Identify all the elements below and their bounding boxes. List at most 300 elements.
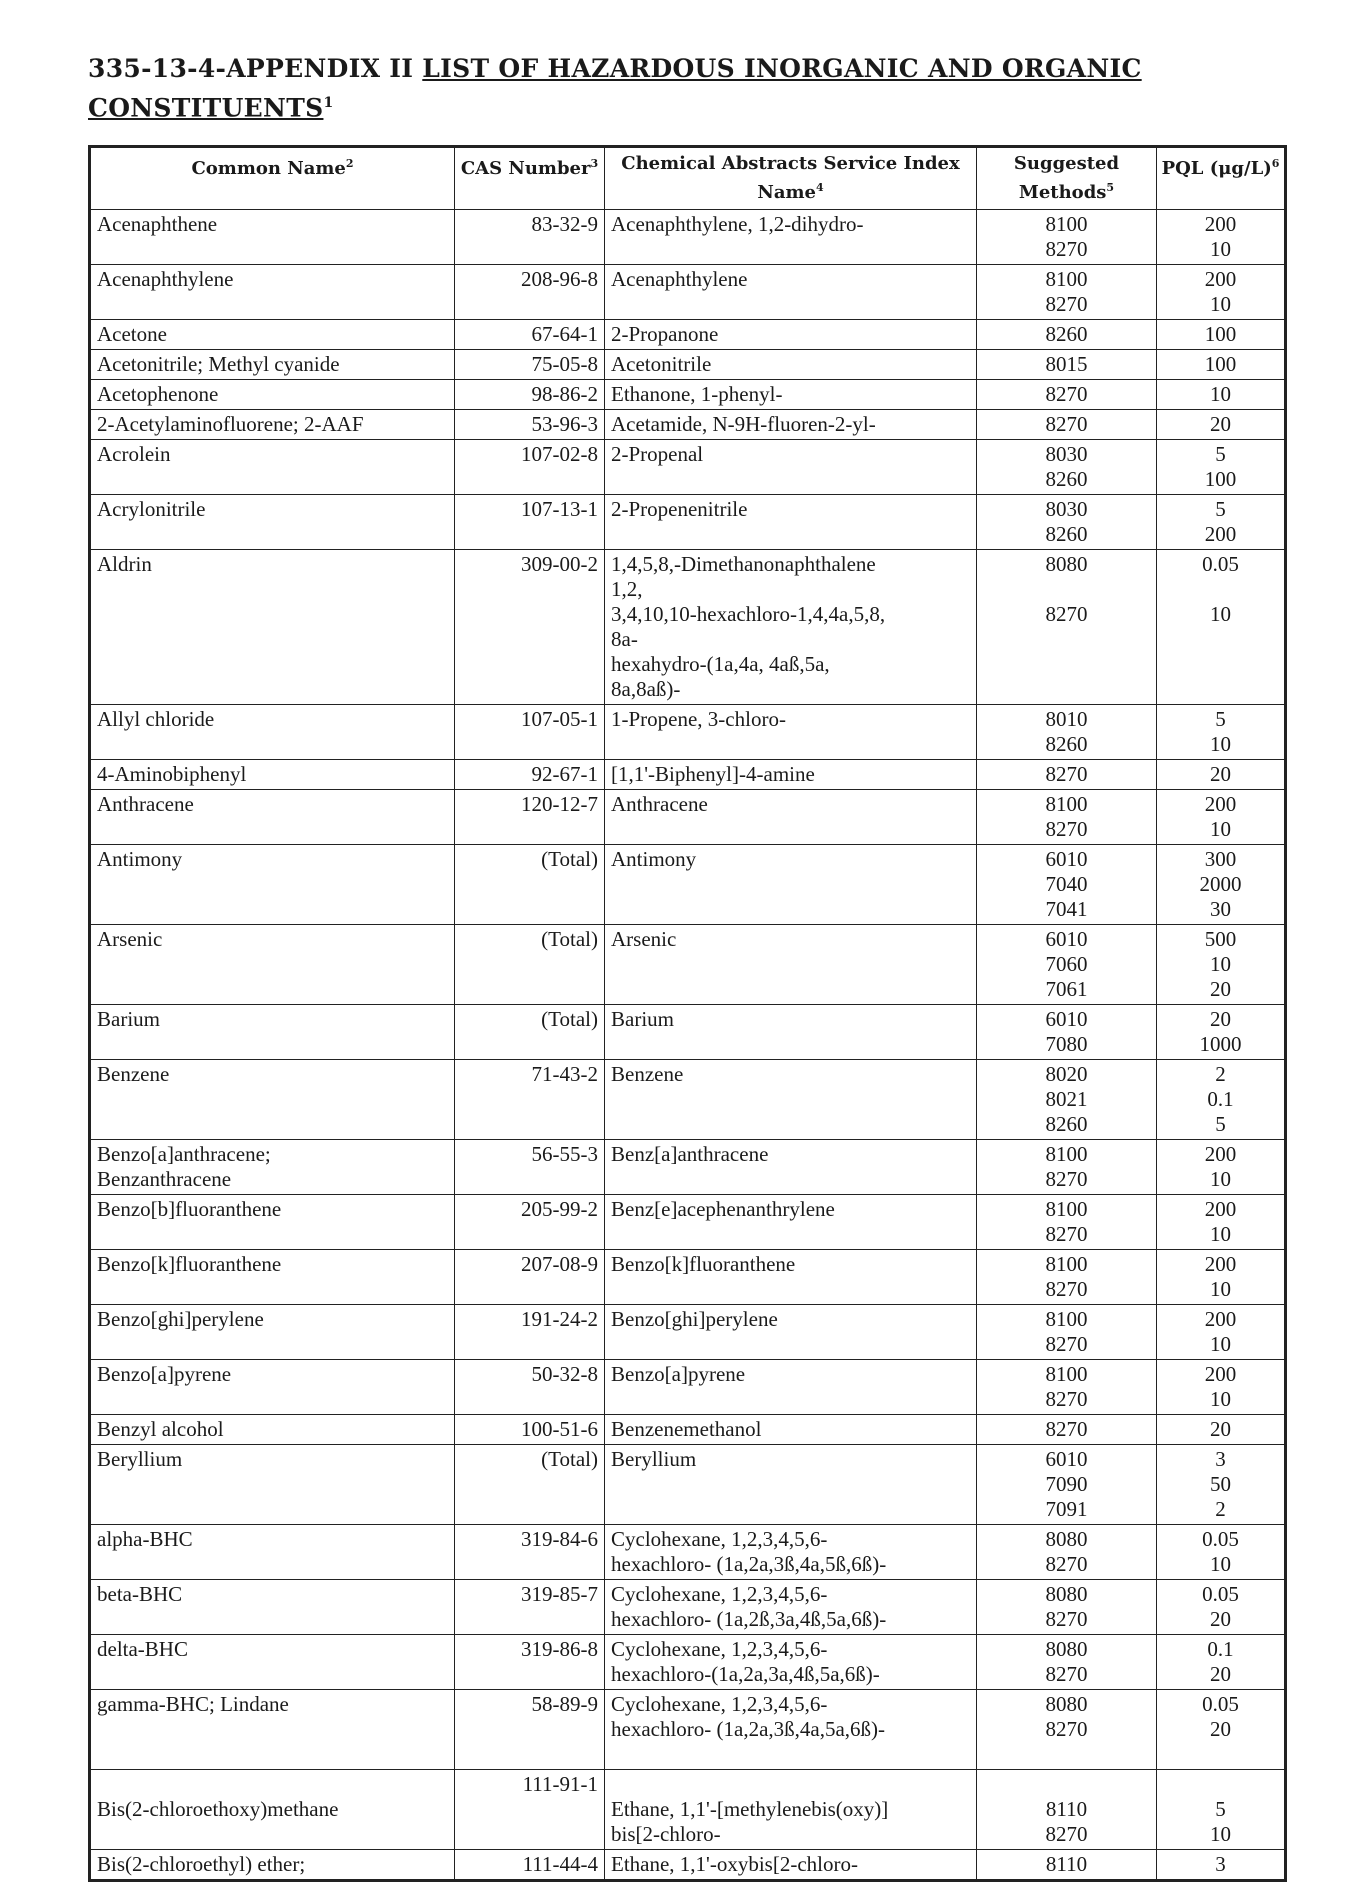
methods-line: 8110 xyxy=(1045,1797,1088,1821)
table-row xyxy=(90,320,1286,350)
table-row xyxy=(90,1005,1286,1060)
pql-line: 2000 xyxy=(1199,872,1242,896)
pql-line xyxy=(1163,1742,1278,1767)
methods-cell xyxy=(977,705,1157,760)
common-name-line: Acrolein xyxy=(97,442,171,466)
methods-line: 8030 xyxy=(1045,442,1088,466)
pql-line: 200 xyxy=(1204,1362,1237,1386)
index-name-line: Antimony xyxy=(611,847,697,871)
common-name-line: Arsenic xyxy=(97,927,163,951)
cas-number-cell xyxy=(455,440,605,495)
table-row xyxy=(90,1525,1286,1580)
index-name-line: Benzo[a]pyrene xyxy=(611,1362,746,1386)
index-name-line: Cyclohexane, 1,2,3,4,5,6- xyxy=(611,1582,828,1606)
cas-number-text: 100-51-6 xyxy=(521,1417,598,1441)
common-name-line: Benzo[a]pyrene xyxy=(97,1362,232,1386)
cas-number-text: 53-96-3 xyxy=(531,412,598,436)
index-name-line: hexahydro-(1a,4a, 4aß,5a, xyxy=(611,652,830,676)
pql-cell xyxy=(1157,705,1286,760)
methods-line: 8100 xyxy=(1045,1197,1088,1221)
methods-cell xyxy=(977,380,1157,410)
common-name-line xyxy=(97,1772,448,1797)
index-name-cell xyxy=(605,1415,977,1445)
common-name-cell xyxy=(90,1250,455,1305)
index-name-cell xyxy=(605,1060,977,1140)
common-name-cell xyxy=(90,1415,455,1445)
cas-number-text: (Total) xyxy=(541,927,598,951)
cas-number-text: 107-02-8 xyxy=(521,442,598,466)
index-name-cell xyxy=(605,760,977,790)
pql-line: 0.05 xyxy=(1202,1692,1239,1716)
methods-cell xyxy=(977,1850,1157,1881)
cas-number-text: (Total) xyxy=(541,1447,598,1471)
methods-line: 8260 xyxy=(1045,322,1088,346)
pql-line: 20 xyxy=(1210,1607,1231,1631)
cas-number-text: (Total) xyxy=(541,1007,598,1031)
methods-line: 8110 xyxy=(1045,1852,1088,1876)
table-row xyxy=(90,1635,1286,1690)
cas-number-text: 191-24-2 xyxy=(521,1307,598,1331)
methods-cell xyxy=(977,410,1157,440)
pql-line: 10 xyxy=(1210,1332,1231,1356)
cas-number-cell xyxy=(455,410,605,440)
pql-line: 10 xyxy=(1210,952,1231,976)
methods-line: 8010 xyxy=(1045,707,1088,731)
methods-line: 6010 xyxy=(1045,1007,1088,1031)
methods-line: 8270 xyxy=(1045,1167,1088,1191)
pql-line: 10 xyxy=(1210,602,1231,626)
cas-number-cell xyxy=(455,705,605,760)
index-name-line: 2-Propenenitrile xyxy=(611,497,748,521)
common-name-cell xyxy=(90,925,455,1005)
methods-line: 8270 xyxy=(1045,1822,1088,1846)
pql-line: 200 xyxy=(1204,267,1237,291)
index-name-line: Benzo[ghi]perylene xyxy=(611,1307,778,1331)
header-pql: PQL $(\mu g/L)^6$ xyxy=(1157,147,1286,210)
table-header-row xyxy=(90,147,1286,210)
index-name-line: Acenaphthylene xyxy=(611,267,748,291)
common-name-cell xyxy=(90,1580,455,1635)
index-name-line xyxy=(611,1772,970,1797)
methods-line: 8260 xyxy=(1045,522,1088,546)
pql-cell xyxy=(1157,1525,1286,1580)
index-name-cell xyxy=(605,845,977,925)
methods-cell xyxy=(977,1305,1157,1360)
common-name-cell xyxy=(90,1360,455,1415)
table-row xyxy=(90,1360,1286,1415)
page-title xyxy=(88,52,1268,125)
table-row xyxy=(90,1415,1286,1445)
common-name-cell xyxy=(90,760,455,790)
methods-line: 8100 xyxy=(1045,792,1088,816)
pql-cell xyxy=(1157,760,1286,790)
methods-cell xyxy=(977,1195,1157,1250)
table-row xyxy=(90,1690,1286,1770)
common-name-line: Benzyl alcohol xyxy=(97,1417,224,1441)
common-name-line: Acenaphthylene xyxy=(97,267,234,291)
common-name-cell xyxy=(90,1525,455,1580)
index-name-line: Ethane, 1,1'-oxybis[2-chloro- xyxy=(611,1852,858,1876)
index-name-line: bis[2-chloro- xyxy=(611,1822,721,1846)
pql-cell xyxy=(1157,845,1286,925)
pql-cell xyxy=(1157,1060,1286,1140)
methods-cell xyxy=(977,265,1157,320)
methods-line: 8270 xyxy=(1045,412,1088,436)
cas-number-text: 111-44-4 xyxy=(522,1852,598,1876)
pql-line: 3 xyxy=(1215,1447,1226,1471)
methods-line: 8100 xyxy=(1045,1142,1088,1166)
header-suggested-methods: Suggested Methods$^5$ xyxy=(977,147,1157,210)
methods-line: 8080 xyxy=(1045,1637,1088,1661)
index-name-line: 1-Propene, 3-chloro- xyxy=(611,707,786,731)
pql-line: 20 xyxy=(1210,762,1231,786)
cas-number-text: 319-84-6 xyxy=(521,1527,598,1551)
common-name-cell xyxy=(90,410,455,440)
methods-line: 8270 xyxy=(1045,1417,1088,1441)
index-name-line: Benzenemethanol xyxy=(611,1417,762,1441)
table-row xyxy=(90,1140,1286,1195)
pql-cell xyxy=(1157,210,1286,265)
common-name-line: 4-Aminobiphenyl xyxy=(97,762,247,786)
pql-line: 0.05 xyxy=(1202,1527,1239,1551)
index-name-line: Cyclohexane, 1,2,3,4,5,6- xyxy=(611,1637,828,1661)
pql-line: 5 xyxy=(1215,497,1226,521)
index-name-line: [1,1'-Biphenyl]-4-amine xyxy=(611,762,815,786)
common-name-line: Benzene xyxy=(97,1062,170,1086)
pql-line: 50 xyxy=(1210,1472,1231,1496)
cas-number-cell xyxy=(455,1250,605,1305)
table-row xyxy=(90,1060,1286,1140)
pql-line: 10 xyxy=(1210,1387,1231,1411)
pql-cell xyxy=(1157,1140,1286,1195)
table-row xyxy=(90,845,1286,925)
methods-line: 8270 xyxy=(1045,762,1088,786)
pql-line: 20 xyxy=(1210,1007,1231,1031)
common-name-line: 2-Acetylaminofluorene; 2-AAF xyxy=(97,412,364,436)
index-name-cell xyxy=(605,1525,977,1580)
methods-line: 7091 xyxy=(1045,1497,1088,1521)
index-name-line: hexachloro- (1a,2a,3ß,4a,5a,6ß)- xyxy=(611,1717,886,1741)
common-name-cell xyxy=(90,1690,455,1770)
cas-number-cell xyxy=(455,790,605,845)
cas-number-text: 309-00-2 xyxy=(521,552,598,576)
pql-cell xyxy=(1157,265,1286,320)
methods-line: 8021 xyxy=(1045,1087,1088,1111)
index-name-cell xyxy=(605,550,977,705)
index-name-line: Benzene xyxy=(611,1062,684,1086)
pql-line: 20 xyxy=(1210,412,1231,436)
pql-line: 0.05 xyxy=(1202,552,1239,576)
pql-cell xyxy=(1157,550,1286,705)
methods-cell xyxy=(977,1415,1157,1445)
index-name-cell xyxy=(605,440,977,495)
pql-line: 200 xyxy=(1204,212,1237,236)
index-name-line: Acetonitrile xyxy=(611,352,712,376)
pql-line: 200 xyxy=(1204,1252,1237,1276)
cas-number-cell xyxy=(455,1525,605,1580)
index-name-cell xyxy=(605,1360,977,1415)
common-name-line: Acetone xyxy=(97,322,167,346)
pql-line: 20 xyxy=(1210,1417,1231,1441)
pql-line: 10 xyxy=(1210,1552,1231,1576)
common-name-line: Antimony xyxy=(97,847,183,871)
table-row xyxy=(90,760,1286,790)
pql-line: 10 xyxy=(1210,817,1231,841)
common-name-cell xyxy=(90,1060,455,1140)
methods-line: 8270 xyxy=(1045,237,1088,261)
pql-line: 10 xyxy=(1210,292,1231,316)
pql-line: 5 xyxy=(1215,1112,1226,1136)
methods-line xyxy=(983,577,1150,602)
index-name-line: Arsenic xyxy=(611,927,677,951)
cas-number-cell xyxy=(455,1770,605,1850)
methods-cell xyxy=(977,1525,1157,1580)
methods-line: 6010 xyxy=(1045,927,1088,951)
methods-cell xyxy=(977,1445,1157,1525)
cas-number-text: 208-96-8 xyxy=(521,267,598,291)
pql-line xyxy=(1163,1772,1278,1797)
pql-cell xyxy=(1157,1690,1286,1770)
common-name-line: Acetonitrile; Methyl cyanide xyxy=(97,352,340,376)
methods-line: 8260 xyxy=(1045,467,1088,491)
pql-line: 5 xyxy=(1215,1797,1226,1821)
index-name-line: 8a,8aß)- xyxy=(611,677,681,701)
pql-line: 20 xyxy=(1210,1717,1231,1741)
methods-line: 8260 xyxy=(1045,732,1088,756)
pql-line: 10 xyxy=(1210,382,1231,406)
common-name-cell xyxy=(90,705,455,760)
pql-line: 300 xyxy=(1204,847,1237,871)
title-main: LIST OF HAZARDOUS INORGANIC AND ORGANIC CONSTITUENTS xyxy=(88,54,1142,123)
methods-line: 8270 xyxy=(1045,1717,1088,1741)
common-name-line: Benzo[b]fluoranthene xyxy=(97,1197,282,1221)
index-name-cell xyxy=(605,1140,977,1195)
index-name-line: Acenaphthylene, 1,2-dihydro- xyxy=(611,212,864,236)
index-name-cell xyxy=(605,1850,977,1881)
index-name-cell xyxy=(605,1005,977,1060)
common-name-line: Benzo[k]fluoranthene xyxy=(97,1252,282,1276)
methods-line: 8270 xyxy=(1045,817,1088,841)
table-row xyxy=(90,790,1286,845)
index-name-line: Benz[e]acephenanthrylene xyxy=(611,1197,835,1221)
pql-line: 3 xyxy=(1215,1852,1226,1876)
methods-line: 8020 xyxy=(1045,1062,1088,1086)
methods-line: 8080 xyxy=(1045,1582,1088,1606)
pql-line: 200 xyxy=(1204,792,1237,816)
cas-number-cell xyxy=(455,845,605,925)
pql-line: 20 xyxy=(1210,977,1231,1001)
index-name-line: 2-Propanone xyxy=(611,322,719,346)
common-name-line: beta-BHC xyxy=(97,1582,183,1606)
cas-number-cell xyxy=(455,1005,605,1060)
methods-line: 8270 xyxy=(1045,1277,1088,1301)
methods-cell xyxy=(977,1580,1157,1635)
index-name-line: Benzo[k]fluoranthene xyxy=(611,1252,796,1276)
cas-number-cell xyxy=(455,1850,605,1881)
index-name-cell xyxy=(605,790,977,845)
table-row xyxy=(90,1445,1286,1525)
methods-line: 8080 xyxy=(1045,1527,1088,1551)
index-name-cell xyxy=(605,705,977,760)
table-row xyxy=(90,210,1286,265)
cas-number-cell xyxy=(455,1415,605,1445)
index-name-line: Cyclohexane, 1,2,3,4,5,6- xyxy=(611,1692,828,1716)
cas-number-text: 319-86-8 xyxy=(521,1637,598,1661)
pql-line: 10 xyxy=(1210,1277,1231,1301)
methods-cell xyxy=(977,1005,1157,1060)
table-row xyxy=(90,495,1286,550)
common-name-cell xyxy=(90,1140,455,1195)
methods-line xyxy=(983,1742,1150,1767)
common-name-line: Acrylonitrile xyxy=(97,497,206,521)
index-name-cell xyxy=(605,350,977,380)
table-row xyxy=(90,1305,1286,1360)
methods-cell xyxy=(977,845,1157,925)
methods-cell xyxy=(977,1060,1157,1140)
index-name-line: Barium xyxy=(611,1007,674,1031)
cas-number-cell xyxy=(455,760,605,790)
pql-cell xyxy=(1157,1770,1286,1850)
table-row xyxy=(90,350,1286,380)
index-name-cell xyxy=(605,1445,977,1525)
cas-number-cell xyxy=(455,1635,605,1690)
index-name-cell xyxy=(605,1690,977,1770)
pql-cell xyxy=(1157,1415,1286,1445)
index-name-cell xyxy=(605,1195,977,1250)
common-name-cell xyxy=(90,1005,455,1060)
common-name-cell xyxy=(90,265,455,320)
index-name-line: Cyclohexane, 1,2,3,4,5,6- xyxy=(611,1527,828,1551)
cas-number-cell xyxy=(455,1690,605,1770)
common-name-cell xyxy=(90,380,455,410)
common-name-cell xyxy=(90,550,455,705)
methods-cell xyxy=(977,550,1157,705)
cas-number-text: 120-12-7 xyxy=(521,792,598,816)
cas-number-cell xyxy=(455,210,605,265)
pql-line xyxy=(1163,577,1278,602)
pql-line: 10 xyxy=(1210,732,1231,756)
index-name-cell xyxy=(605,495,977,550)
pql-line: 200 xyxy=(1204,522,1237,546)
common-name-line: Bis(2-chloroethoxy)methane xyxy=(97,1797,339,1821)
pql-line: 0.05 xyxy=(1202,1582,1239,1606)
common-name-line: gamma-BHC; Lindane xyxy=(97,1692,289,1716)
index-name-line: Acetamide, N-9H-fluoren-2-yl- xyxy=(611,412,876,436)
cas-number-text: 56-55-3 xyxy=(531,1142,598,1166)
index-name-cell xyxy=(605,265,977,320)
methods-line: 8100 xyxy=(1045,267,1088,291)
pql-cell xyxy=(1157,380,1286,410)
cas-number-text: 98-86-2 xyxy=(531,382,598,406)
common-name-cell xyxy=(90,320,455,350)
common-name-cell xyxy=(90,1850,455,1881)
index-name-line: 1,4,5,8,-Dimethanonaphthalene xyxy=(611,552,876,576)
cas-number-text: 71-43-2 xyxy=(531,1062,598,1086)
methods-line: 8100 xyxy=(1045,1307,1088,1331)
methods-line: 7061 xyxy=(1045,977,1088,1001)
pql-cell xyxy=(1157,350,1286,380)
pql-line: 5 xyxy=(1215,707,1226,731)
common-name-cell xyxy=(90,790,455,845)
common-name-cell xyxy=(90,1195,455,1250)
table-row xyxy=(90,705,1286,760)
pql-line: 10 xyxy=(1210,237,1231,261)
cas-number-cell xyxy=(455,320,605,350)
cas-number-text: 107-05-1 xyxy=(521,707,598,731)
methods-line: 8100 xyxy=(1045,212,1088,236)
methods-line: 8270 xyxy=(1045,1552,1088,1576)
methods-cell xyxy=(977,1140,1157,1195)
header-common-name: Common Name$^2$ xyxy=(90,147,455,210)
pql-line: 0.1 xyxy=(1207,1087,1234,1111)
index-name-line: 2-Propenal xyxy=(611,442,704,466)
cas-number-cell xyxy=(455,925,605,1005)
common-name-cell xyxy=(90,495,455,550)
cas-number-cell xyxy=(455,350,605,380)
cas-number-cell xyxy=(455,1140,605,1195)
pql-line: 2 xyxy=(1215,1497,1226,1521)
pql-line: 10 xyxy=(1210,1222,1231,1246)
title-prefix: 335-13-4-APPENDIX II xyxy=(88,54,414,83)
index-name-line: hexachloro- (1a,2ß,3a,4ß,5a,6ß)- xyxy=(611,1607,887,1631)
index-name-line: hexachloro- (1a,2a,3ß,4a,5ß,6ß)- xyxy=(611,1552,887,1576)
table-row xyxy=(90,1580,1286,1635)
cas-number-text: 111-91-1 xyxy=(522,1772,598,1796)
methods-cell xyxy=(977,1770,1157,1850)
methods-line: 7041 xyxy=(1045,897,1088,921)
common-name-line: Acenaphthene xyxy=(97,212,218,236)
pql-line: 200 xyxy=(1204,1307,1237,1331)
cas-number-cell xyxy=(455,1060,605,1140)
common-name-line: Allyl chloride xyxy=(97,707,215,731)
pql-cell xyxy=(1157,1305,1286,1360)
index-name-cell xyxy=(605,380,977,410)
common-name-line: Benzanthracene xyxy=(97,1167,232,1191)
common-name-line: Barium xyxy=(97,1007,160,1031)
cas-number-cell xyxy=(455,1360,605,1415)
cas-number-text: 92-67-1 xyxy=(531,762,598,786)
header-index-name: Chemical Abstracts Service Index Name$^4$ xyxy=(605,147,977,210)
methods-cell xyxy=(977,440,1157,495)
pql-cell xyxy=(1157,1360,1286,1415)
table-row xyxy=(90,1770,1286,1850)
index-name-line: Beryllium xyxy=(611,1447,697,1471)
pql-cell xyxy=(1157,1850,1286,1881)
pql-line: 2 xyxy=(1215,1062,1226,1086)
methods-line: 8270 xyxy=(1045,1222,1088,1246)
cas-number-cell xyxy=(455,550,605,705)
common-name-cell xyxy=(90,1770,455,1850)
constituents-table xyxy=(88,145,1287,1882)
index-name-cell xyxy=(605,1635,977,1690)
methods-cell xyxy=(977,1250,1157,1305)
table-row xyxy=(90,265,1286,320)
index-name-cell xyxy=(605,1305,977,1360)
common-name-line: Anthracene xyxy=(97,792,194,816)
methods-line: 6010 xyxy=(1045,847,1088,871)
common-name-line: Aldrin xyxy=(97,552,152,576)
cas-number-text: 58-89-9 xyxy=(531,1692,598,1716)
pql-line: 200 xyxy=(1204,1197,1237,1221)
pql-line: 5 xyxy=(1215,442,1226,466)
table-row xyxy=(90,1850,1286,1881)
index-name-line xyxy=(611,1742,970,1767)
methods-cell xyxy=(977,1690,1157,1770)
cas-number-text: 205-99-2 xyxy=(521,1197,598,1221)
common-name-cell xyxy=(90,350,455,380)
table-row xyxy=(90,1195,1286,1250)
common-name-line: Benzo[ghi]perylene xyxy=(97,1307,264,1331)
